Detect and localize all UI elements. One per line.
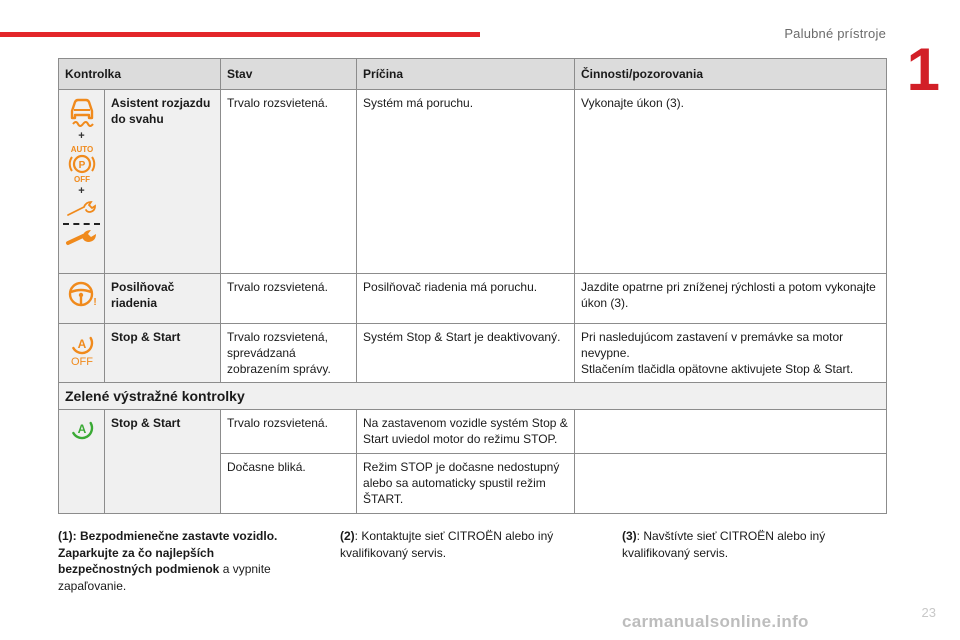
footnote-number: (2) (340, 529, 355, 543)
action-text: Stlačením tlačidla opätovne aktivujete Stop & Start. (581, 362, 854, 376)
table-row (59, 90, 887, 274)
plus-sign: + (78, 130, 85, 142)
svg-text:A: A (77, 422, 86, 436)
col-header-kontrolka: Kontrolka (59, 59, 221, 90)
col-header-stav: Stav (221, 59, 357, 90)
action-cell (575, 454, 887, 514)
warning-lights-table (58, 58, 887, 514)
footnote-text: a vypnite zapaľovanie. (58, 562, 271, 593)
footnote-number: (1) (58, 529, 73, 543)
steering-wheel-warning-icon (61, 277, 102, 311)
footnote-text: : Navštívte sieť CITROËN alebo iný kvalifikovaný servis. (622, 529, 826, 560)
stop-start-off-icon (61, 327, 102, 367)
icon-cell (59, 90, 105, 274)
svg-text:OFF: OFF (70, 356, 93, 367)
svg-text:OFF: OFF (73, 175, 90, 184)
svg-text:A: A (77, 337, 86, 351)
table-row (59, 324, 887, 383)
plus-sign: + (78, 185, 85, 197)
footnote-number: (3) (622, 529, 637, 543)
cause-cell: Na zastavenom vozidle systém Stop & Start uviedol motor do režimu STOP. (357, 410, 575, 454)
state-cell: Trvalo rozsvietená. (221, 90, 357, 274)
skid-car-icon (61, 93, 102, 129)
state-cell: Trvalo rozsvietená. (221, 274, 357, 324)
state-cell: Dočasne bliká. (221, 454, 357, 514)
watermark: carmanualsonline.info (622, 612, 809, 631)
state-cell: Trvalo rozsvietená. (221, 410, 357, 454)
stop-start-green-icon (61, 413, 102, 443)
col-header-pricina: Príčina (357, 59, 575, 90)
svg-text:!: ! (92, 297, 97, 308)
page-number: 23 (921, 605, 936, 620)
footnote-bold-text: : Bezpodmienečne zastavte vozidlo. Zaparkujte za čo najlepších bezpečnostných podmienok (58, 529, 278, 576)
table-header-row (59, 59, 887, 90)
action-text: Pri nasledujúcom zastavení v premávke sa motor nevypne. (581, 330, 844, 360)
cause-cell: Systém má poruchu. (357, 90, 575, 274)
state-cell: Trvalo rozsvietená, sprevádzaná zobrazením správy. (221, 324, 357, 383)
action-cell: Jazdite opatrne pri zníženej rýchlosti a potom vykonajte úkon (3). (575, 274, 887, 324)
cause-cell: Režim STOP je dočasne nedostupný alebo sa automaticky spustil režim ŠTART. (357, 454, 575, 514)
footnote-text: : Kontaktujte sieť CITROËN alebo iný kvalifikovaný servis. (340, 529, 554, 560)
chapter-number: 1 (906, 36, 940, 103)
wrench-icon (61, 228, 102, 248)
icon-cell (59, 274, 105, 324)
action-cell: Vykonajte úkon (3). (575, 90, 887, 274)
action-cell (575, 324, 887, 383)
cause-cell: Posilňovač riadenia má poruchu. (357, 274, 575, 324)
svg-text:AUTO: AUTO (70, 145, 93, 154)
section-row (59, 383, 887, 410)
footnote-3 (622, 528, 862, 561)
footnote-2 (340, 528, 580, 561)
col-header-cinnosti: Činnosti/pozorovania (575, 59, 887, 90)
table-row (59, 274, 887, 324)
light-name: Posilňovač riadenia (105, 274, 221, 324)
wrench-outline-icon (61, 199, 102, 219)
separator-dashes (63, 223, 100, 225)
cause-cell: Systém Stop & Start je deaktivovaný. (357, 324, 575, 383)
auto-park-brake-off-icon (61, 144, 102, 184)
light-name: Asistent rozjazdu do svahu (105, 90, 221, 274)
footnote-1 (58, 528, 298, 594)
icon-cell (59, 324, 105, 383)
table-row (59, 410, 887, 454)
header-accent-bar (0, 32, 480, 37)
chapter-title: Palubné prístroje (784, 26, 886, 41)
light-name: Stop & Start (105, 324, 221, 383)
svg-text:P: P (78, 160, 85, 171)
section-title: Zelené výstražné kontrolky (59, 383, 887, 410)
light-name: Stop & Start (105, 410, 221, 514)
action-cell (575, 410, 887, 454)
icon-cell (59, 410, 105, 514)
